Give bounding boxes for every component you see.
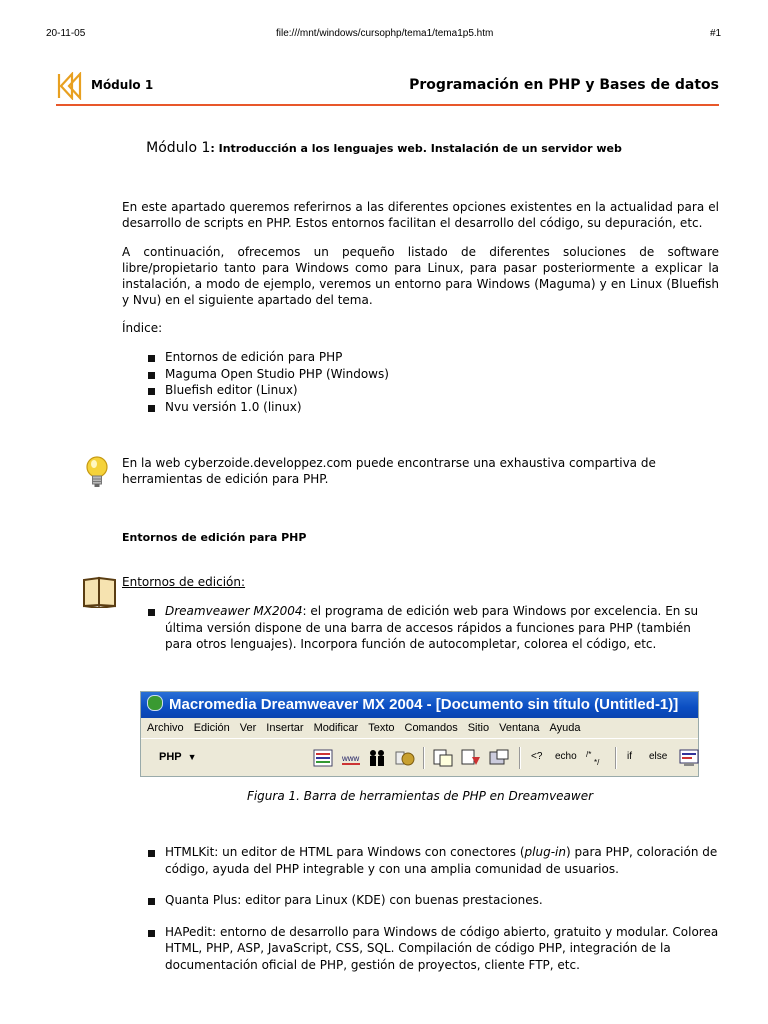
editor-description: : el programa de edición web para Windows por excelencia. En su última versión dispone de una barra de accesos rápidos a funciones para PHP (también para otros lenguajes). Incorpora función de autocompletar, colorea el código, etc. bbox=[165, 604, 699, 651]
screenshot-title: Macromedia Dreamweaver MX 2004 - [Documento sin título (Untitled-1)] bbox=[169, 696, 679, 713]
php-tag-button: <? bbox=[531, 751, 543, 762]
toolbar-separator bbox=[519, 747, 521, 769]
menu-item: Ventana bbox=[499, 722, 540, 734]
list-item[interactable] bbox=[122, 366, 719, 383]
intro-paragraph: En este apartado queremos referirnos a las diferentes opciones existentes en la actualidad para el desarrollo de scripts en PHP. Estos entornos facilitan el desarrollo del código, su depuración, etc. bbox=[122, 200, 719, 230]
menu-item: Texto bbox=[368, 722, 395, 734]
menu-item: Archivo bbox=[147, 722, 184, 734]
header-divider bbox=[56, 104, 719, 106]
editor-name: Dreamveawer MX2004 bbox=[165, 604, 303, 618]
svg-text:/*: /* bbox=[586, 750, 592, 759]
index-item-label: Nvu versión 1.0 (linux) bbox=[165, 399, 302, 414]
toolbar-separator bbox=[423, 747, 425, 769]
editors-label: Entornos de edición: bbox=[122, 575, 246, 589]
dreamweaver-toolbar-screenshot bbox=[140, 691, 699, 777]
print-page-number: #1 bbox=[710, 28, 722, 39]
index-item-label: Maguma Open Studio PHP (Windows) bbox=[165, 366, 389, 381]
editor-description: Quanta Plus: editor para Linux (KDE) con buenas prestaciones. bbox=[165, 893, 543, 907]
module-label: Módulo 1 bbox=[91, 78, 154, 92]
index-item-label: Bluefish editor (Linux) bbox=[165, 383, 298, 397]
tip-text: En la web cyberzoide.developpez.com puede encontrarse una exhaustiva compartiva de herramientas de edición para PHP. bbox=[122, 456, 656, 486]
menu-item: Edición bbox=[193, 722, 230, 734]
figure-caption: Figura 1. Barra de herramientas de PHP en Dreamveawer bbox=[246, 789, 594, 803]
include-icon bbox=[433, 749, 453, 767]
require-icon bbox=[461, 749, 481, 767]
plugin-term: plug-in bbox=[524, 845, 566, 859]
index-label: Índice: bbox=[122, 321, 163, 335]
print-url: file:///mnt/windows/cursophp/tema1/tema1p5.htm bbox=[276, 28, 494, 39]
menu-item: Comandos bbox=[404, 722, 458, 734]
list-item[interactable] bbox=[122, 382, 719, 399]
menu-item: Insertar bbox=[266, 722, 304, 734]
course-title: Programación en PHP y Bases de datos bbox=[409, 77, 719, 93]
svg-text:*/: */ bbox=[594, 758, 600, 767]
url-variables-icon bbox=[341, 749, 361, 767]
section-heading: Entornos de edición para PHP bbox=[122, 531, 307, 544]
else-button: else bbox=[649, 751, 668, 762]
php-category-select bbox=[159, 751, 197, 763]
screenshot-title-bar bbox=[141, 692, 698, 718]
bullet-icon bbox=[148, 405, 155, 412]
bullet-icon bbox=[148, 850, 155, 857]
dropdown-arrow-icon: ▼ bbox=[187, 752, 197, 762]
editor-list bbox=[122, 844, 719, 988]
print-date: 20-11-05 bbox=[46, 28, 86, 39]
list-item bbox=[122, 603, 719, 653]
session-variables-icon bbox=[367, 749, 387, 767]
list-item[interactable] bbox=[122, 399, 719, 416]
module-heading bbox=[0, 140, 768, 156]
menu-item: Modificar bbox=[313, 722, 359, 734]
menu-item: Ayuda bbox=[549, 722, 581, 734]
book-icon bbox=[81, 574, 119, 608]
comment-icon bbox=[585, 749, 605, 767]
list-item bbox=[122, 844, 719, 877]
if-button: if bbox=[627, 751, 632, 762]
bullet-icon bbox=[148, 898, 155, 905]
index-item-label: Entornos de edición para PHP bbox=[165, 350, 343, 364]
list-item[interactable] bbox=[122, 349, 719, 366]
svg-text:www: www bbox=[342, 754, 360, 763]
editor-description: ) para PHP, coloración de código, ayuda del PHP integrable y con una amplia comunidad de usuarios. bbox=[165, 845, 718, 876]
dreamweaver-logo-icon bbox=[147, 695, 163, 711]
back-arrow-icon[interactable] bbox=[56, 72, 82, 100]
echo-button: echo bbox=[555, 751, 577, 762]
list-item bbox=[122, 892, 719, 909]
form-variables-icon bbox=[313, 749, 333, 767]
bullet-icon bbox=[148, 388, 155, 395]
module-heading-number: Módulo 1 bbox=[146, 140, 211, 156]
toolbar-separator bbox=[615, 747, 617, 769]
list-item bbox=[122, 924, 719, 974]
bullet-icon bbox=[148, 355, 155, 362]
module-heading-subtitle: : Introducción a los lenguajes web. Instalación de un servidor web bbox=[210, 142, 622, 155]
menu-item: Ver bbox=[239, 722, 257, 734]
bullet-icon bbox=[148, 609, 155, 616]
overview-paragraph: A continuación, ofrecemos un pequeño listado de diferentes soluciones de software libre/propietario tanto para Windows como para Linux, para pasar posteriormente a explicar la instalación, a modo de ejemplo, veremos un entorno para Windows (Maguma) y en Linux (Bluefish y Nvu) en el siguiente apartado del tema. bbox=[122, 245, 719, 307]
index-list bbox=[122, 349, 719, 415]
library-icon bbox=[679, 749, 699, 767]
cookie-variables-icon bbox=[395, 749, 415, 767]
php-category-label: PHP bbox=[159, 751, 182, 763]
editor-description: HTMLKit: un editor de HTML para Windows con conectores ( bbox=[165, 845, 525, 859]
screenshot-menu-bar bbox=[141, 718, 698, 738]
screenshot-php-toolbar bbox=[141, 738, 698, 777]
editor-list bbox=[122, 603, 719, 653]
code-block-icon bbox=[489, 749, 509, 767]
bullet-icon bbox=[148, 372, 155, 379]
editor-description: HAPedit: entorno de desarrollo para Windows de código abierto, gratuito y modular. Colorea HTML, PHP, ASP, JavaScript, CSS, SQL. Compilación de código PHP, integración de la documentación oficial de PHP, gestión de proyectos, cliente FTP, etc. bbox=[165, 924, 719, 972]
lightbulb-icon bbox=[84, 455, 110, 489]
bullet-icon bbox=[148, 930, 155, 937]
menu-item: Sitio bbox=[467, 722, 490, 734]
